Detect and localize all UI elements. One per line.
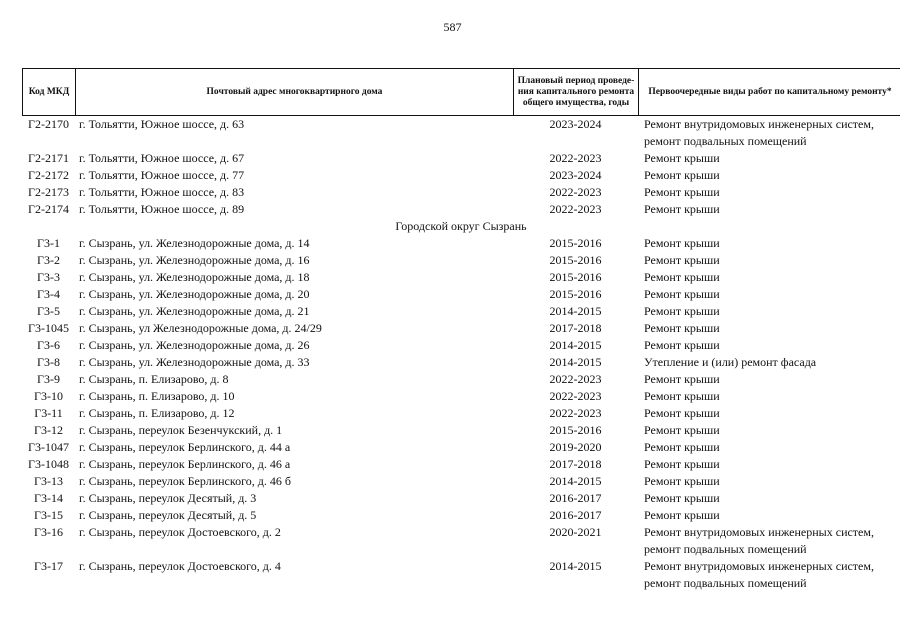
table-row bbox=[22, 558, 900, 592]
header-address: Почтовый адрес многоквартирного дома bbox=[76, 69, 514, 115]
table-row bbox=[22, 235, 900, 252]
table-row bbox=[22, 439, 900, 456]
section-title: Городской округ Сызрань bbox=[395, 219, 527, 233]
table-row bbox=[22, 405, 900, 422]
row-works: Ремонт внутридомовых инженерных систем, ремонт подвальных помещений bbox=[644, 525, 874, 556]
row-works: Ремонт крыши bbox=[644, 440, 720, 454]
row-period: 2014-2015 bbox=[549, 474, 602, 488]
row-address: г. Сызрань, переулок Берлинского, д. 46 б bbox=[79, 474, 291, 488]
row-period: 2022-2023 bbox=[549, 202, 602, 216]
row-address: г. Тольятти, Южное шоссе, д. 63 bbox=[79, 117, 245, 131]
row-works: Ремонт крыши bbox=[644, 202, 720, 216]
row-code: Г3-11 bbox=[34, 406, 63, 420]
row-works: Ремонт крыши bbox=[644, 406, 720, 420]
row-address: г. Сызрань, ул. Железнодорожные дома, д. 33 bbox=[79, 355, 310, 369]
row-period: 2015-2016 bbox=[549, 270, 602, 284]
row-address: г. Сызрань, переулок Достоевского, д. 4 bbox=[79, 559, 281, 573]
row-code: Г3-6 bbox=[37, 338, 60, 352]
row-period: 2022-2023 bbox=[549, 151, 602, 165]
row-period: 2023-2024 bbox=[549, 117, 602, 131]
row-period: 2020-2021 bbox=[549, 525, 602, 539]
row-period: 2016-2017 bbox=[549, 491, 602, 505]
row-period: 2015-2016 bbox=[549, 253, 602, 267]
row-code: Г2-2172 bbox=[28, 168, 69, 182]
table-row bbox=[22, 524, 900, 558]
row-code: Г3-3 bbox=[37, 270, 60, 284]
row-address: г. Сызрань, ул. Железнодорожные дома, д. 18 bbox=[79, 270, 310, 284]
row-address: г. Тольятти, Южное шоссе, д. 77 bbox=[79, 168, 245, 182]
row-period: 2022-2023 bbox=[549, 406, 602, 420]
row-address: г. Сызрань, ул Железнодорожные дома, д. 24/29 bbox=[79, 321, 322, 335]
row-period: 2022-2023 bbox=[549, 185, 602, 199]
table-header bbox=[22, 68, 900, 116]
table-body bbox=[22, 116, 900, 592]
repair-table bbox=[22, 68, 900, 592]
row-period: 2019-2020 bbox=[549, 440, 602, 454]
row-code: Г3-13 bbox=[34, 474, 63, 488]
row-period: 2022-2023 bbox=[549, 389, 602, 403]
row-works: Ремонт крыши bbox=[644, 491, 720, 505]
row-works: Ремонт крыши bbox=[644, 508, 720, 522]
table-row bbox=[22, 371, 900, 388]
row-works: Ремонт крыши bbox=[644, 270, 720, 284]
row-address: г. Сызрань, ул. Железнодорожные дома, д. 14 bbox=[79, 236, 310, 250]
table-row bbox=[22, 473, 900, 490]
row-address: г. Сызрань, п. Елизарово, д. 10 bbox=[79, 389, 235, 403]
row-period: 2014-2015 bbox=[549, 338, 602, 352]
table-row bbox=[22, 286, 900, 303]
table-row bbox=[22, 337, 900, 354]
row-code: Г3-10 bbox=[34, 389, 63, 403]
row-code: Г3-12 bbox=[34, 423, 63, 437]
row-period: 2015-2016 bbox=[549, 287, 602, 301]
row-works: Утепление и (или) ремонт фасада bbox=[644, 355, 817, 369]
header-code: Код МКД bbox=[23, 69, 76, 115]
row-period: 2014-2015 bbox=[549, 355, 602, 369]
row-code: Г3-14 bbox=[34, 491, 63, 505]
row-code: Г3-15 bbox=[34, 508, 63, 522]
table-row bbox=[22, 167, 900, 184]
table-row bbox=[22, 354, 900, 371]
row-period: 2017-2018 bbox=[549, 321, 602, 335]
row-address: г. Сызрань, п. Елизарово, д. 8 bbox=[79, 372, 229, 386]
row-address: г. Сызрань, ул. Железнодорожные дома, д. 20 bbox=[79, 287, 310, 301]
row-works: Ремонт крыши bbox=[644, 168, 720, 182]
row-works: Ремонт внутридомовых инженерных систем, ремонт подвальных помещений bbox=[644, 117, 874, 148]
row-period: 2022-2023 bbox=[549, 372, 602, 386]
row-address: г. Сызрань, переулок Достоевского, д. 2 bbox=[79, 525, 281, 539]
row-address: г. Сызрань, переулок Берлинского, д. 46 а bbox=[79, 457, 291, 471]
table-row bbox=[22, 303, 900, 320]
row-address: г. Тольятти, Южное шоссе, д. 67 bbox=[79, 151, 245, 165]
table-row bbox=[22, 252, 900, 269]
header-works: Первоочередные виды работ по капитальному ремонту* bbox=[648, 86, 892, 97]
row-works: Ремонт крыши bbox=[644, 372, 720, 386]
row-code: Г3-5 bbox=[37, 304, 60, 318]
row-code: Г3-1045 bbox=[28, 321, 69, 335]
row-code: Г3-8 bbox=[37, 355, 60, 369]
row-address: г. Сызрань, ул. Железнодорожные дома, д. 16 bbox=[79, 253, 310, 267]
table-row bbox=[22, 184, 900, 201]
row-period: 2015-2016 bbox=[549, 236, 602, 250]
row-works: Ремонт крыши bbox=[644, 457, 720, 471]
row-period: 2014-2015 bbox=[549, 559, 602, 573]
row-works: Ремонт крыши bbox=[644, 236, 720, 250]
row-works: Ремонт внутридомовых инженерных систем, ремонт подвальных помещений bbox=[644, 559, 874, 590]
row-code: Г3-1 bbox=[37, 236, 60, 250]
table-row bbox=[22, 269, 900, 286]
page-number: 587 bbox=[443, 20, 462, 34]
table-row bbox=[22, 150, 900, 167]
table-row bbox=[22, 507, 900, 524]
row-address: г. Сызрань, ул. Железнодорожные дома, д. 21 bbox=[79, 304, 310, 318]
row-works: Ремонт крыши bbox=[644, 338, 720, 352]
table-row bbox=[22, 456, 900, 473]
header-period: Плановый период проведе-ния капитального ремонта общего имущества, годы bbox=[514, 69, 639, 115]
row-works: Ремонт крыши bbox=[644, 287, 720, 301]
row-period: 2023-2024 bbox=[549, 168, 602, 182]
row-address: г. Сызрань, переулок Берлинского, д. 44 а bbox=[79, 440, 291, 454]
row-address: г. Сызрань, переулок Безенчукский, д. 1 bbox=[79, 423, 283, 437]
row-code: Г2-2173 bbox=[28, 185, 69, 199]
row-period: 2015-2016 bbox=[549, 423, 602, 437]
row-address: г. Тольятти, Южное шоссе, д. 89 bbox=[79, 202, 245, 216]
row-code: Г2-2170 bbox=[28, 117, 69, 131]
row-works: Ремонт крыши bbox=[644, 151, 720, 165]
row-code: Г2-2171 bbox=[28, 151, 69, 165]
row-works: Ремонт крыши bbox=[644, 389, 720, 403]
row-works: Ремонт крыши bbox=[644, 321, 720, 335]
row-works: Ремонт крыши bbox=[644, 474, 720, 488]
row-code: Г3-9 bbox=[37, 372, 60, 386]
table-row bbox=[22, 116, 900, 150]
row-code: Г3-1048 bbox=[28, 457, 69, 471]
row-code: Г3-17 bbox=[34, 559, 63, 573]
row-code: Г3-1047 bbox=[28, 440, 69, 454]
row-address: г. Сызрань, ул. Железнодорожные дома, д. 26 bbox=[79, 338, 310, 352]
row-works: Ремонт крыши bbox=[644, 253, 720, 267]
table-row bbox=[22, 201, 900, 218]
row-period: 2014-2015 bbox=[549, 304, 602, 318]
table-row bbox=[22, 388, 900, 405]
table-row bbox=[22, 490, 900, 507]
row-address: г. Сызрань, п. Елизарово, д. 12 bbox=[79, 406, 235, 420]
table-row bbox=[22, 320, 900, 337]
row-code: Г3-4 bbox=[37, 287, 60, 301]
row-works: Ремонт крыши bbox=[644, 304, 720, 318]
table-row bbox=[22, 422, 900, 439]
row-period: 2016-2017 bbox=[549, 508, 602, 522]
row-address: г. Тольятти, Южное шоссе, д. 83 bbox=[79, 185, 245, 199]
row-code: Г3-2 bbox=[37, 253, 60, 267]
row-works: Ремонт крыши bbox=[644, 185, 720, 199]
row-works: Ремонт крыши bbox=[644, 423, 720, 437]
row-code: Г3-16 bbox=[34, 525, 63, 539]
row-address: г. Сызрань, переулок Десятый, д. 3 bbox=[79, 491, 257, 505]
row-address: г. Сызрань, переулок Десятый, д. 5 bbox=[79, 508, 257, 522]
row-code: Г2-2174 bbox=[28, 202, 69, 216]
row-period: 2017-2018 bbox=[549, 457, 602, 471]
